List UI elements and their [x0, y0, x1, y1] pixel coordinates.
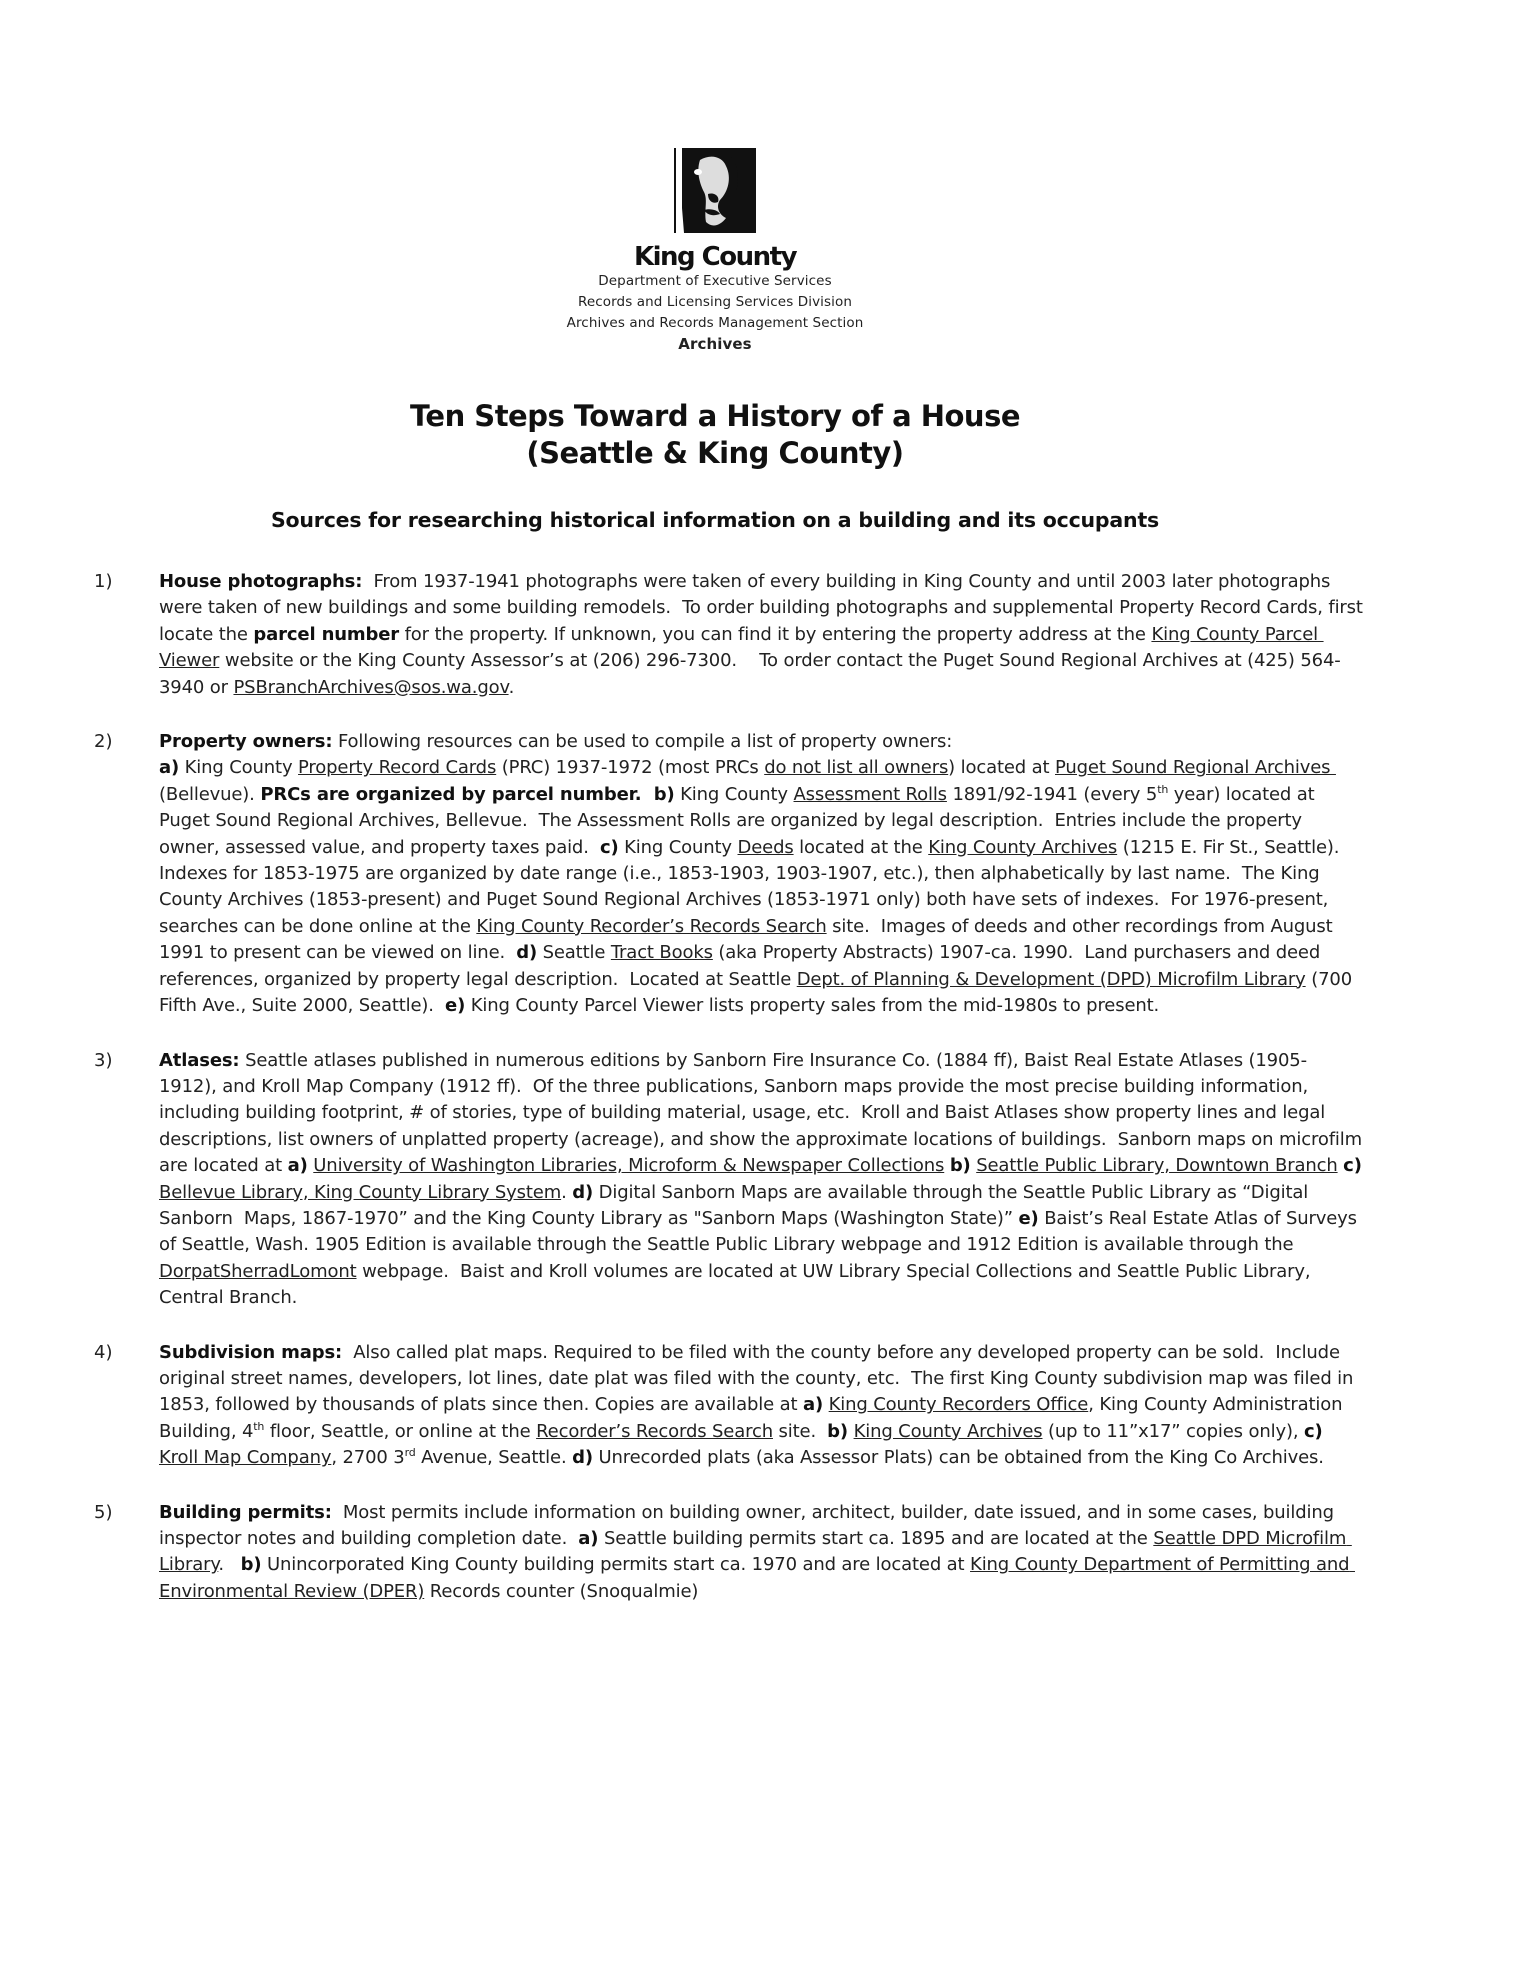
- archives-label: Archives: [678, 335, 752, 353]
- bold-text: c): [1303, 1420, 1323, 1442]
- body-text: (PRC) 1937-1972 (most PRCs: [496, 757, 765, 779]
- document-subtitle: Sources for researching historical information on a building and its occupants: [270, 508, 1160, 532]
- step-number: 4): [94, 1341, 113, 1363]
- body-text: Following resources can be used to compile a list of property owners:: [332, 731, 958, 753]
- body-text: Unincorporated King County building permits start ca. 1970 and are located at: [261, 1554, 971, 1576]
- body-text: Seattle atlases published in numerous editions by Sanborn Fire Insurance Co. (1884 ff), Baist Real Estate Atlases (1905-1912), and Kroll Map Company (1912 ff). Of the three publications, Sanborn maps provide the most precise building information, including building footprint, # of stories, type of building material, usage, etc. Kroll and Baist Atlases show property lines and legal descriptions, list owners of unplatted property (acreage), and show the approximate locations of buildings. Sanborn maps on microfilm are located at: [159, 1049, 1368, 1177]
- body-text: Seattle building permits start ca. 1895 and are located at the: [598, 1528, 1154, 1549]
- ordinal-suffix: rd: [404, 1446, 416, 1460]
- bold-text: a): [803, 1394, 824, 1416]
- body-text: ) located at: [948, 757, 1055, 779]
- step-text: [159, 1048, 1368, 1312]
- body-text: Most permits include information on building owner, architect, builder, date issued, and in some cases, building inspector notes and building completion date.: [159, 1501, 1340, 1549]
- step-text: [159, 1500, 1364, 1606]
- bold-text: parcel number: [253, 623, 400, 645]
- reference-link[interactable]: Bellevue Library, King County Library System: [159, 1181, 562, 1203]
- body-text: .: [508, 676, 515, 698]
- reference-link[interactable]: University of Washington Libraries, Microform & Newspaper Collections: [313, 1155, 945, 1177]
- body-text: [1362, 1155, 1379, 1176]
- reference-link[interactable]: Assessment Rolls: [793, 783, 947, 805]
- body-text: King County: [618, 836, 738, 858]
- step-item: [94, 729, 1364, 1019]
- bold-text: b): [949, 1155, 971, 1177]
- bold-text: d): [516, 942, 538, 964]
- bold-text: d): [572, 1181, 594, 1203]
- reference-link[interactable]: King County Parcel Viewer: [159, 623, 1324, 672]
- bold-text: Building permits:: [159, 1501, 332, 1523]
- body-text: King County: [179, 757, 299, 779]
- body-text: (up to 11”x17” copies only),: [1042, 1420, 1304, 1442]
- step-item: [94, 569, 1369, 701]
- step-number: 5): [94, 1501, 113, 1523]
- body-text: site.: [772, 1420, 828, 1442]
- reference-link[interactable]: PSBranchArchives@sos.wa.gov: [233, 676, 509, 698]
- body-text: Digital Sanborn Maps are available through the Seattle Public Library as “Digital Sanborn Maps, 1867-1970” and the King County Library as "Sanborn Maps (Washington State)”: [159, 1181, 1314, 1229]
- bold-text: Atlases:: [159, 1049, 240, 1071]
- bold-text: a): [287, 1155, 308, 1177]
- bold-text: c): [599, 836, 619, 858]
- step-item: [94, 1340, 1364, 1472]
- body-text: 1891/92-1941 (every 5: [946, 783, 1158, 805]
- body-text: King County: [674, 783, 794, 805]
- body-text: website or the King County Assessor’s at (206) 296-7300. To order contact the Puget Sound Regional Archives at (425) 564-3940 or: [159, 650, 1341, 698]
- bold-text: c): [1343, 1155, 1362, 1177]
- bold-text: a): [578, 1528, 599, 1549]
- reference-link[interactable]: DorpatSherradLomont: [159, 1260, 357, 1282]
- body-text: Avenue, Seattle.: [415, 1447, 573, 1469]
- bold-text: PRCs are organized by parcel number. b): [260, 783, 675, 805]
- king-county-logo-icon: [674, 148, 756, 233]
- org-name: King County: [633, 242, 797, 272]
- body-text: year) located at Puget Sound Regional Archives, Bellevue. The Assessment Rolls are organized by legal description. Entries include the property owner, assessed value, and property taxes paid.: [159, 783, 1321, 858]
- body-text: located at the: [793, 836, 929, 858]
- reference-link[interactable]: King County Archives: [928, 836, 1118, 858]
- division-line: Records and Licensing Services Division: [577, 294, 853, 310]
- body-text: (1215 E. Fir St., Seattle). Indexes for 1853-1975 are organized by date range (i.e., 1853-1903, 1903-1907, etc.), then alphabetically by last name. The King County Archives (1853-present) and Puget Sound Regional Archives (1853-1971 only) both have sets of indexes. For 1976-present, searches can be done online at the: [159, 836, 1351, 937]
- step-text: [159, 569, 1369, 701]
- bold-text: b): [827, 1420, 848, 1442]
- reference-link[interactable]: do not list all owners: [764, 757, 949, 779]
- ordinal-suffix: th: [1157, 782, 1169, 796]
- bold-text: House photographs:: [159, 571, 363, 592]
- reference-link[interactable]: King County Recorders Office: [828, 1394, 1089, 1416]
- body-text: .: [218, 1554, 241, 1576]
- body-text: [1323, 1421, 1329, 1442]
- steps-list: [94, 569, 1369, 1633]
- body-text: , King County Administration Building, 4: [159, 1394, 1348, 1442]
- bold-text: d): [572, 1447, 593, 1469]
- body-text: Baist’s Real Estate Atlas of Surveys of Seattle, Wash. 1905 Edition is available through the Seattle Public Library webpage and 1912 Edition is available through the: [159, 1207, 1363, 1256]
- letterhead: [0, 148, 1430, 355]
- bold-text: Property owners:: [159, 731, 333, 753]
- bold-text: Subdivision maps:: [159, 1341, 343, 1363]
- ordinal-suffix: th: [253, 1419, 265, 1433]
- body-text: (700 Fifth Ave., Suite 2000, Seattle).: [159, 968, 1358, 1017]
- step-item: [94, 1500, 1364, 1606]
- reference-link[interactable]: King County Archives: [853, 1420, 1043, 1442]
- body-text: From 1937-1941 photographs were taken of every building in King County and until 2003 later photographs were taken of new buildings and some building remodels. To order building photographs and supplemental Property Record Cards, first locate the: [159, 571, 1369, 645]
- logo-portrait-icon: [674, 148, 756, 233]
- body-text: floor, Seattle, or online at the: [264, 1420, 537, 1442]
- body-text: King County Parcel Viewer lists property sales from the mid-1980s to present.: [465, 995, 1160, 1017]
- bold-text: a): [159, 757, 180, 779]
- step-number: 2): [94, 731, 113, 753]
- body-text: , 2700 3: [331, 1447, 405, 1469]
- step-item: [94, 1048, 1368, 1312]
- body-text: (aka Property Abstracts) 1907-ca. 1990. Land purchasers and deed references, organized by property legal description. Located at Seattle: [159, 942, 1326, 990]
- body-text: webpage. Baist and Kroll volumes are located at UW Library Special Collections and Seattle Public Library, Central Branch.: [159, 1260, 1317, 1309]
- body-text: Records counter (Snoqualmie): [424, 1580, 699, 1602]
- reference-link[interactable]: Deeds: [737, 836, 794, 858]
- body-text: Unrecorded plats (aka Assessor Plats) can be obtained from the King Co Archives.: [592, 1447, 1324, 1469]
- body-text: Also called plat maps. Required to be filed with the county before any developed property can be sold. Include original street names, developers, lot lines, date plat was filed with the county, etc. The first King County subdivision map was filed in 1853, followed by thousands of plats since then. Copies are available at: [159, 1341, 1359, 1416]
- document-title: [0, 398, 1430, 472]
- reference-link[interactable]: Recorder’s Records Search: [536, 1420, 773, 1442]
- title-line-1: Ten Steps Toward a History of a House: [409, 399, 1021, 433]
- reference-link[interactable]: Seattle DPD Microfilm Library: [159, 1528, 1352, 1576]
- reference-link[interactable]: King County Recorder’s Records Search: [476, 915, 827, 937]
- body-text: Seattle: [537, 942, 611, 964]
- body-text: .: [561, 1181, 573, 1203]
- step-text: [159, 1340, 1364, 1472]
- bold-text: e): [445, 995, 466, 1017]
- reference-link[interactable]: Property Record Cards: [298, 757, 497, 779]
- reference-link[interactable]: Tract Books: [610, 942, 713, 964]
- reference-link[interactable]: King County Department of Permitting and Environmental Review (DPER): [159, 1554, 1355, 1602]
- step-text: [159, 729, 1364, 1019]
- reference-link[interactable]: Kroll Map Company: [159, 1447, 332, 1469]
- step-number: 3): [94, 1049, 113, 1071]
- section-line: Archives and Records Management Section: [566, 315, 864, 331]
- body-text: for the property. If unknown, you can find it by entering the property address at the: [399, 623, 1152, 645]
- body-text: site. Images of deeds and other recordings from August 1991 to present can be viewed on line.: [159, 915, 1339, 964]
- title-line-2: (Seattle & King County): [526, 436, 904, 470]
- department-line: Department of Executive Services: [598, 273, 832, 289]
- reference-link[interactable]: Puget Sound Regional Archives: [1055, 757, 1336, 779]
- body-text: (Bellevue).: [159, 783, 261, 805]
- bold-text: e): [1018, 1207, 1039, 1229]
- step-number: 1): [94, 571, 113, 592]
- bold-text: b): [240, 1554, 262, 1576]
- reference-link[interactable]: Dept. of Planning & Development (DPD) Microfilm Library: [796, 968, 1306, 990]
- reference-link[interactable]: Seattle Public Library, Downtown Branch: [976, 1155, 1338, 1177]
